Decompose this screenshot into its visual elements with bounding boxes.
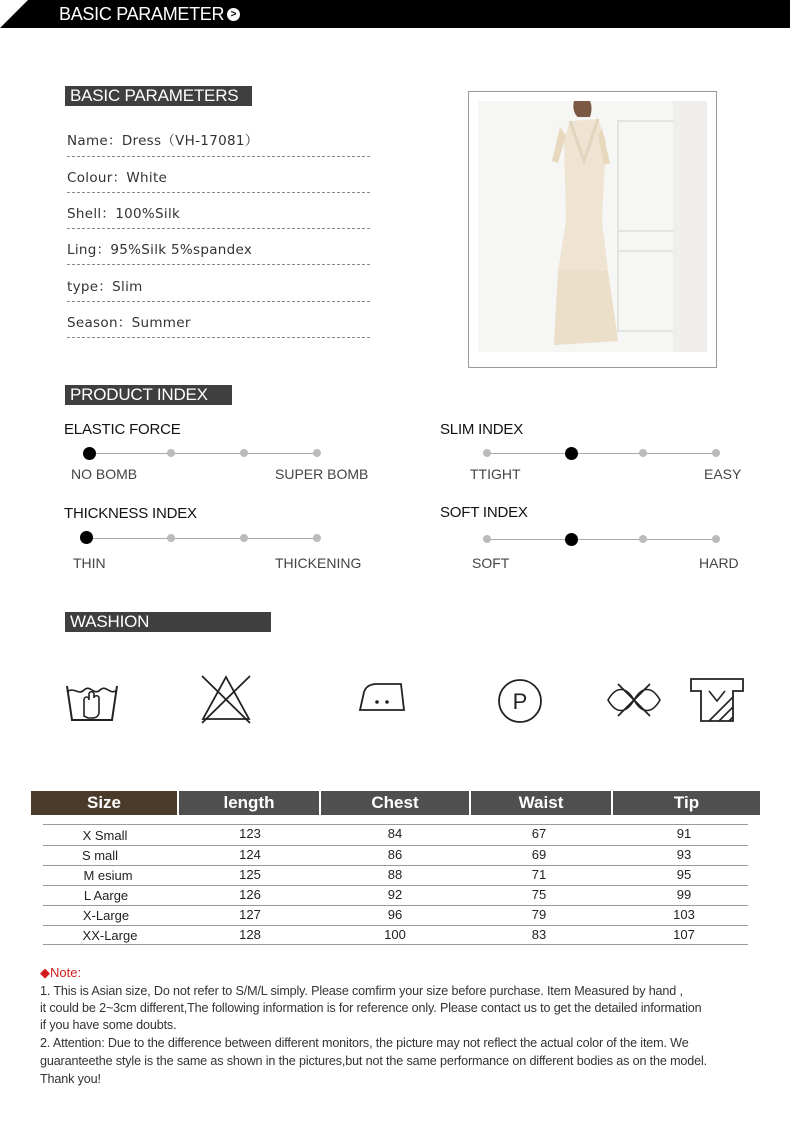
table-cell-chest: 88 (387, 867, 403, 882)
scale-dot (313, 534, 321, 542)
scale-dot (167, 449, 175, 457)
size-header: Size (31, 791, 177, 815)
param-lining: Ling：95%Silk 5%spandex (67, 242, 253, 258)
table-cell-waist: 75 (531, 887, 547, 902)
table-cell-size: M esium (83, 868, 133, 883)
banner-corner (0, 0, 28, 28)
table-cell-length: 128 (239, 927, 261, 942)
table-divider (43, 845, 748, 846)
table-cell-chest: 100 (384, 927, 406, 942)
table-divider (43, 824, 748, 825)
table-divider (43, 865, 748, 866)
table-cell-tip: 99 (676, 887, 692, 902)
scale-dot (712, 535, 720, 543)
slim-index-label: SLIM INDEX (440, 421, 524, 438)
table-divider (43, 885, 748, 886)
soft-index-track (487, 539, 717, 540)
slim-index-high: EASY (704, 466, 742, 482)
table-cell-size: L Aarge (83, 888, 129, 903)
scale-dot (483, 535, 491, 543)
param-season: Season：Summer (67, 315, 191, 331)
table-cell-tip: 103 (673, 907, 695, 922)
scale-dot (639, 449, 647, 457)
table-cell-size: XX-Large (82, 928, 138, 943)
param-colour: Colour：White (67, 170, 168, 186)
table-cell-chest: 92 (387, 887, 403, 902)
note-line: 2. Attention: Due to the difference between different monitors, the picture may not reflect the actual color of the item. We (40, 1036, 689, 1050)
chest-header: Chest (321, 791, 469, 815)
table-cell-length: 124 (239, 847, 261, 862)
table-cell-waist: 83 (531, 927, 547, 942)
do-not-bleach-icon (199, 673, 253, 725)
product-index-title: PRODUCT INDEX (65, 385, 232, 405)
table-cell-waist: 69 (531, 847, 547, 862)
divider (67, 337, 370, 338)
table-cell-chest: 86 (387, 847, 403, 862)
thickness-index-label: THICKNESS INDEX (64, 505, 197, 522)
thickness-index-low: THIN (73, 555, 106, 571)
product-photo (478, 101, 707, 352)
do-not-tumble-dry-icon (604, 680, 664, 720)
note-heading: ◆Note: (40, 965, 82, 980)
table-cell-waist: 71 (531, 867, 547, 882)
arrow-icon: > (227, 8, 240, 21)
thickness-index-track (89, 538, 317, 539)
scale-dot (167, 534, 175, 542)
waist-header: Waist (471, 791, 611, 815)
table-divider (43, 905, 748, 906)
soft-index-label: SOFT INDEX (440, 504, 528, 521)
scale-dot (240, 449, 248, 457)
table-divider (43, 925, 748, 926)
elastic-force-label: ELASTIC FORCE (64, 421, 181, 438)
tip-header: Tip (613, 791, 760, 815)
slim-index-marker (565, 447, 578, 460)
table-cell-length: 127 (239, 907, 261, 922)
dry-clean-p-icon (496, 677, 544, 725)
param-shell: Shell：100%Silk (67, 206, 181, 222)
table-cell-waist: 67 (531, 826, 547, 841)
table-cell-size: S mall (81, 848, 119, 863)
length-header: length (179, 791, 319, 815)
divider (67, 192, 370, 193)
note-line: guaranteethe style is the same as shown in the pictures,but not the same performance on different bodies as on the model. (40, 1054, 707, 1068)
dry-in-shade-icon (689, 677, 745, 723)
washing-instructions-title: WASHION INSTUCTIONS (65, 612, 271, 632)
table-cell-tip: 93 (676, 847, 692, 862)
hand-wash-icon (64, 678, 122, 724)
table-cell-size: X Small (82, 828, 128, 843)
thickness-index-marker (80, 531, 93, 544)
soft-index-high: HARD (699, 555, 739, 571)
note-line: it could be 2~3cm different,The following information is for reference only. Please contact us to get the detailed information (40, 1001, 702, 1015)
divider (67, 156, 370, 157)
slim-index-low: TTIGHT (470, 466, 521, 482)
elastic-force-low: NO BOMB (71, 466, 138, 482)
basic-parameters-title: BASIC PARAMETERS (65, 86, 252, 106)
note-line: Thank you! (40, 1072, 101, 1086)
elastic-force-marker (83, 447, 96, 460)
elastic-force-track (89, 453, 317, 454)
soft-index-marker (565, 533, 578, 546)
slim-index-track (487, 453, 717, 454)
table-cell-tip: 95 (676, 867, 692, 882)
table-cell-length: 125 (239, 867, 261, 882)
scale-dot (240, 534, 248, 542)
iron-medium-icon (357, 680, 407, 714)
scale-dot (483, 449, 491, 457)
p-letter: P (512, 689, 528, 714)
soft-index-low: SOFT (472, 555, 510, 571)
banner-title: BASIC PARAMETER (59, 4, 225, 24)
table-cell-length: 126 (239, 887, 261, 902)
table-divider (43, 944, 748, 945)
table-cell-chest: 96 (387, 907, 403, 922)
table-cell-waist: 79 (531, 907, 547, 922)
param-name: Name：Dress（VH-17081） (67, 133, 259, 149)
thickness-index-high: THICKENING (275, 555, 362, 571)
divider (67, 264, 370, 265)
param-type: type：Slim (67, 279, 143, 295)
table-cell-chest: 84 (387, 826, 403, 841)
divider (67, 301, 370, 302)
elastic-force-high: SUPER BOMB (275, 466, 369, 482)
table-cell-tip: 107 (673, 927, 695, 942)
table-cell-tip: 91 (676, 826, 692, 841)
divider (67, 228, 370, 229)
scale-dot (712, 449, 720, 457)
note-line: if you have some doubts. (40, 1018, 177, 1032)
scale-dot (639, 535, 647, 543)
note-line: 1. This is Asian size, Do not refer to S/M/L simply. Please comfirm your size before purchase. Item Measured by hand , (40, 984, 683, 998)
table-cell-length: 123 (239, 826, 261, 841)
scale-dot (313, 449, 321, 457)
table-cell-size: X-Large (82, 908, 130, 923)
